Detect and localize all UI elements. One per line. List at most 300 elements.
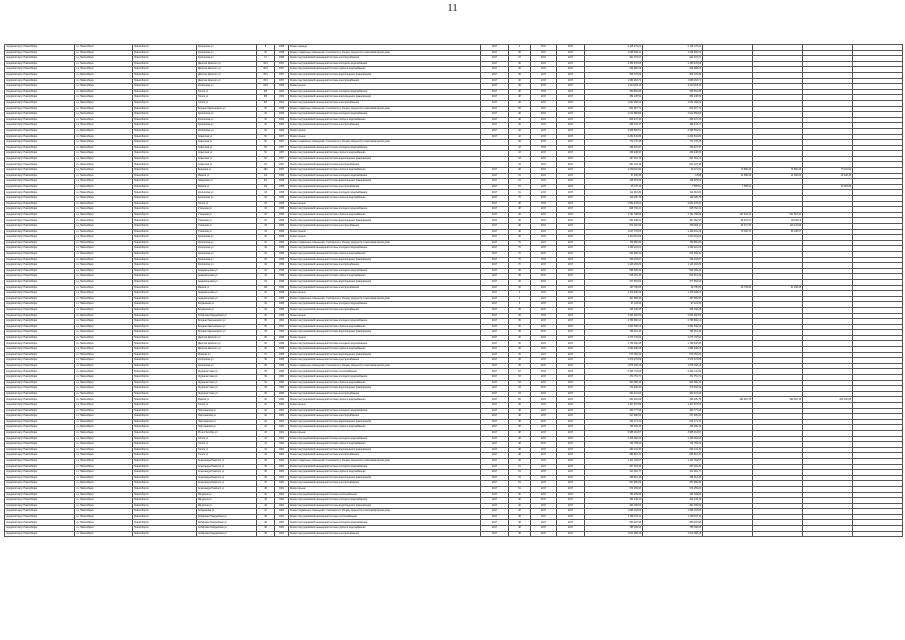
cell-street: Кропоткина ул xyxy=(197,56,257,62)
cell-street: Партизанская ул xyxy=(197,414,257,420)
cell-start-year: 2017 xyxy=(531,274,557,280)
cell-start-year: 2017 xyxy=(531,156,557,162)
cell-municipality: г.о. Новосибирск xyxy=(75,425,133,431)
cell-wear-percent: 70 xyxy=(509,240,531,246)
cell-plan-year: 2017 xyxy=(481,414,509,420)
cell-plan-year: 2017 xyxy=(481,425,509,431)
cell-district: городской округ Новосибирск xyxy=(5,257,75,263)
cell-house-number: 34 xyxy=(257,279,275,285)
cell-house-number: 35 xyxy=(257,319,275,325)
cell-district: городской округ Новосибирск xyxy=(5,296,75,302)
cell-city: Новосибирск г xyxy=(133,475,197,481)
cell-municipality: г.о. Новосибирск xyxy=(75,246,133,252)
cell-end-year: 2017 xyxy=(557,106,585,112)
cell-built-year: 1962 xyxy=(275,95,289,101)
cell-street: Академическая ул xyxy=(197,279,257,285)
cell-built-year: 1958 xyxy=(275,268,289,274)
cell-wear-percent: 43 xyxy=(509,162,531,168)
cell-total-cost: 1 523 002,53 xyxy=(585,313,643,319)
cell-end-year: 2017 xyxy=(557,453,585,459)
cell-plan-year: 2017 xyxy=(481,251,509,257)
cell-cost-fund: 97 123,06 xyxy=(643,302,703,308)
cell-municipality: г.о. Новосибирск xyxy=(75,218,133,224)
cell-work-type: Ремонт внутридомовой инженерной системы холодного водоснабжения xyxy=(289,190,481,196)
cell-cost-fund: 1 612 088,16 xyxy=(643,531,703,537)
cell-plan-year: 2017 xyxy=(481,268,509,274)
cell-cost-fund: 724 759,02 xyxy=(643,442,703,448)
cell-cost-fund: 2 145 175,22 xyxy=(643,45,703,51)
cell-plan-year: 2017 xyxy=(481,481,509,487)
cell-street: Кропоткина ул xyxy=(197,246,257,252)
cell-built-year: 1959 xyxy=(275,224,289,230)
cell-built-year: 1958 xyxy=(275,173,289,179)
cell-municipality: г.о. Новосибирск xyxy=(75,375,133,381)
cell-district: городской округ Новосибирск xyxy=(5,274,75,280)
cell-city: Новосибирск г xyxy=(133,363,197,369)
cell-street: Гоголя ул xyxy=(197,100,257,106)
cell-city: Новосибирск г xyxy=(133,358,197,364)
cell-municipality: г.о. Новосибирск xyxy=(75,430,133,436)
cell-city: Новосибирск г xyxy=(133,45,197,51)
cell-municipality: г.о. Новосибирск xyxy=(75,257,133,263)
cell-work-type: Ремонт внутридомовой инженерной системы водоотведения (канализации) xyxy=(289,95,481,101)
cell-start-year: 2017 xyxy=(531,190,557,196)
cell-house-number: 33 xyxy=(257,196,275,202)
cell-municipality: г.о. Новосибирск xyxy=(75,201,133,207)
cell-street: Дмитрия Донского ул xyxy=(197,347,257,353)
cell-plan-year: 2017 xyxy=(481,84,509,90)
cell-end-year: 2017 xyxy=(557,67,585,73)
cell-start-year: 2017 xyxy=(531,358,557,364)
cell-street: Дмитрия Донского ул xyxy=(197,61,257,67)
cell-city: Новосибирск г xyxy=(133,520,197,526)
cell-city: Новосибирск г xyxy=(133,430,197,436)
cell-municipality: г.о. Новосибирск xyxy=(75,492,133,498)
cell-cost-fund: 7 555,61 xyxy=(643,184,703,190)
cell-end-year: 2017 xyxy=(557,464,585,470)
cell-cost-budget-1: 192 615,78 xyxy=(703,397,753,403)
cell-street: Кропоткина ул xyxy=(197,190,257,196)
cell-street: Богдашкина ул xyxy=(197,307,257,313)
cell-work-type: Ремонт внутридомовой инженерной системы водоотведения (канализации) xyxy=(289,352,481,358)
cell-cost-fund: 368 683,11 xyxy=(643,224,703,230)
cell-work-type: Ремонт крыши xyxy=(289,229,481,235)
cell-total-cost: 57 238,38 xyxy=(585,173,643,179)
cell-end-year: 2017 xyxy=(557,246,585,252)
cell-street: Кропоткина ул xyxy=(197,251,257,257)
cell-municipality: г.о. Новосибирск xyxy=(75,380,133,386)
cell-cost-fund: 128 979,02 xyxy=(643,179,703,185)
cell-street: Кропоткина ул xyxy=(197,128,257,134)
cell-plan-year: 2017 xyxy=(481,89,509,95)
cell-plan-year: 2017 xyxy=(481,61,509,67)
cell-municipality: г.о. Новосибирск xyxy=(75,112,133,118)
cell-wear-percent: 45 xyxy=(509,358,531,364)
cell-street: Дмитрия Донского ул xyxy=(197,335,257,341)
cell-total-cost: 1 061 268,42 xyxy=(585,100,643,106)
cell-city: Новосибирск г xyxy=(133,56,197,62)
cell-end-year: 2017 xyxy=(557,235,585,241)
cell-end-year: 2017 xyxy=(557,56,585,62)
cell-work-type: Ремонт внутридомовой инженерной системы холодного водоснабжения xyxy=(289,268,481,274)
cell-district: городской округ Новосибирск xyxy=(5,481,75,487)
cell-cost-fund: 553 187,68 xyxy=(643,520,703,526)
cell-built-year: 1958 xyxy=(275,352,289,358)
cell-district: городской округ Новосибирск xyxy=(5,520,75,526)
cell-city: Новосибирск г xyxy=(133,447,197,453)
cell-wear-percent: 48 xyxy=(509,531,531,537)
cell-end-year: 2017 xyxy=(557,128,585,134)
cell-street: Советская ул xyxy=(197,151,257,157)
cell-built-year: 1961 xyxy=(275,442,289,448)
cell-district: городской округ Новосибирск xyxy=(5,380,75,386)
cell-work-type: Ремонт внутридомовой инженерной системы холодного водоснабжения xyxy=(289,89,481,95)
cell-plan-year: 2017 xyxy=(481,212,509,218)
cell-cost-budget-1: 26 735,60 xyxy=(703,285,753,291)
cell-plan-year: 2017 xyxy=(481,56,509,62)
cell-wear-percent: 48 xyxy=(509,419,531,425)
cell-wear-percent: 6 xyxy=(509,302,531,308)
cell-start-year: 2017 xyxy=(531,403,557,409)
cell-city: Новосибирск г xyxy=(133,246,197,252)
cell-plan-year: 2017 xyxy=(481,335,509,341)
cell-work-type: Ремонт подвальных помещений, относящихся к общему имуществу в многоквартирном доме xyxy=(289,458,481,464)
cell-street: Мичурина ул xyxy=(197,498,257,504)
cell-city: Новосибирск г xyxy=(133,375,197,381)
cell-plan-year: 2017 xyxy=(481,274,509,280)
cell-start-year: 2017 xyxy=(531,173,557,179)
cell-total-cost: 1 168 153,11 xyxy=(585,514,643,520)
cell-city: Новосибирск г xyxy=(133,285,197,291)
cell-house-number: 45 xyxy=(257,458,275,464)
cell-plan-year: 2017 xyxy=(481,341,509,347)
cell-plan-year: 2017 xyxy=(481,112,509,118)
cell-street: Богдана Хмельницкого ул xyxy=(197,330,257,336)
cell-house-number: 1/6 xyxy=(257,173,275,179)
cell-work-type: Ремонт внутридомовой инженерной системы теплоснабжения xyxy=(289,514,481,520)
cell-built-year: 1960 xyxy=(275,369,289,375)
cell-built-year: 1958 xyxy=(275,201,289,207)
cell-cost-fund: 211 691,77 xyxy=(643,470,703,476)
cell-end-year: 2017 xyxy=(557,481,585,487)
cell-street: Богдана Хмельницкого ул xyxy=(197,319,257,325)
cell-house-number: 32 xyxy=(257,112,275,118)
cell-built-year: 1961 xyxy=(275,425,289,431)
cell-street: Бердская ул xyxy=(197,168,257,174)
cell-street: Журналистская ул xyxy=(197,369,257,375)
cell-street: Партизанская ул xyxy=(197,408,257,414)
cell-district: городской округ Новосибирск xyxy=(5,84,75,90)
cell-total-cost: 471 751,71 xyxy=(585,375,643,381)
cell-municipality: г.о. Новосибирск xyxy=(75,386,133,392)
cell-total-cost: 2 262 841,86 xyxy=(585,134,643,140)
cell-city: Новосибирск г xyxy=(133,403,197,409)
cell-house-number: 42 xyxy=(257,425,275,431)
cell-start-year: 2017 xyxy=(531,224,557,230)
cell-city: Новосибирск г xyxy=(133,145,197,151)
cell-district: городской округ Новосибирск xyxy=(5,89,75,95)
cell-district: городской округ Новосибирск xyxy=(5,335,75,341)
cell-work-type: Ремонт внутридомовой инженерной системы водоотведения (канализации) xyxy=(289,72,481,78)
cell-cost-fund: 1 061 268,42 xyxy=(643,100,703,106)
cell-district: городской округ Новосибирск xyxy=(5,363,75,369)
cell-built-year: 1962 xyxy=(275,117,289,123)
cell-municipality: г.о. Новосибирск xyxy=(75,151,133,157)
cell-wear-percent: 48 xyxy=(509,430,531,436)
cell-plan-year: 2017 xyxy=(481,296,509,302)
cell-work-type: Ремонт внутридомовой инженерной системы водоотведения (канализации) xyxy=(289,475,481,481)
cell-cost-fund: 1 612 856,86 xyxy=(643,112,703,118)
cell-district: городской округ Новосибирск xyxy=(5,229,75,235)
cell-city: Новосибирск г xyxy=(133,168,197,174)
cell-cost-fund: 1 168 153,11 xyxy=(643,514,703,520)
cell-start-year: 2017 xyxy=(531,45,557,51)
cell-municipality: г.о. Новосибирск xyxy=(75,134,133,140)
cell-work-type: Ремонт внутридомовой инженерной системы холодного водоснабжения xyxy=(289,319,481,325)
cell-plan-year: 2017 xyxy=(481,229,509,235)
cell-wear-percent: 48 xyxy=(509,403,531,409)
cell-built-year: 1961 xyxy=(275,464,289,470)
cell-wear-percent: 70 xyxy=(509,257,531,263)
cell-house-number: 47 xyxy=(257,509,275,515)
cell-start-year: 2017 xyxy=(531,442,557,448)
cell-house-number: 32 xyxy=(257,240,275,246)
cell-house-number: 42 xyxy=(257,419,275,425)
cell-total-cost: 269 448,93 xyxy=(585,151,643,157)
cell-cost-fund: 336 233,87 xyxy=(643,257,703,263)
cell-work-type: Ремонт внутридомовой инженерной системы горячего водоснабжения xyxy=(289,168,481,174)
cell-built-year: 1959 xyxy=(275,257,289,263)
cell-wear-percent: 61 xyxy=(509,179,531,185)
cell-wear-percent: 48 xyxy=(509,229,531,235)
cell-plan-year: 2017 xyxy=(481,324,509,330)
cell-cost-fund: 1 866 408,28 xyxy=(643,347,703,353)
cell-municipality: г.о. Новосибирск xyxy=(75,453,133,459)
cell-district: городской округ Новосибирск xyxy=(5,531,75,537)
cell-district: городской округ Новосибирск xyxy=(5,425,75,431)
cell-total-cost: 211 691,77 xyxy=(585,470,643,476)
cell-plan-year: 2017 xyxy=(481,369,509,375)
cell-work-type: Ремонт внутридомовой инженерной системы холодного водоснабжения xyxy=(289,112,481,118)
cell-plan-year: 2017 xyxy=(481,257,509,263)
cell-municipality: г.о. Новосибирск xyxy=(75,464,133,470)
cell-wear-percent: 48 xyxy=(509,520,531,526)
cell-end-year: 2017 xyxy=(557,240,585,246)
cell-municipality: г.о. Новосибирск xyxy=(75,268,133,274)
cell-work-type: Ремонт внутридомовой инженерной системы электроснабжения xyxy=(289,162,481,168)
cell-plan-year: 2017 xyxy=(481,419,509,425)
cell-work-type: Ремонт внутридомовой инженерной системы водоотведения (канализации) xyxy=(289,218,481,224)
cell-city: Новосибирск г xyxy=(133,268,197,274)
cell-plan-year: 2017 xyxy=(481,330,509,336)
cell-built-year: 1958 xyxy=(275,335,289,341)
cell-work-type: Ремонт внутридомовой инженерной системы горячего водоснабжения xyxy=(289,251,481,257)
cell-end-year: 2017 xyxy=(557,274,585,280)
cell-start-year: 2017 xyxy=(531,453,557,459)
cell-total-cost: 963 080,46 xyxy=(585,380,643,386)
cell-built-year: 1961 xyxy=(275,531,289,537)
cell-plan-year: 2017 xyxy=(481,498,509,504)
cell-city: Новосибирск г xyxy=(133,100,197,106)
cell-built-year: 1961 xyxy=(275,526,289,532)
cell-city: Новосибирск г xyxy=(133,296,197,302)
cell-end-year: 2017 xyxy=(557,347,585,353)
cell-district: городской округ Новосибирск xyxy=(5,285,75,291)
cell-plan-year: 2017 xyxy=(481,447,509,453)
cell-municipality: г.о. Новосибирск xyxy=(75,307,133,313)
cell-city: Новосибирск г xyxy=(133,134,197,140)
cell-plan-year: 2017 xyxy=(481,319,509,325)
cell-plan-year: 2017 xyxy=(481,168,509,174)
cell-house-number: 32 xyxy=(257,235,275,241)
cell-total-cost: 469 972,97 xyxy=(585,145,643,151)
cell-end-year: 2017 xyxy=(557,100,585,106)
cell-plan-year: 2017 xyxy=(481,492,509,498)
cell-street: Гоголя ул xyxy=(197,89,257,95)
cell-district: городской округ Новосибирск xyxy=(5,509,75,515)
cell-house-number: 34 xyxy=(257,313,275,319)
cell-start-year: 2017 xyxy=(531,330,557,336)
cell-cost-fund: 963 080,46 xyxy=(643,380,703,386)
cell-wear-percent: 48 xyxy=(509,458,531,464)
cell-house-number: 45 xyxy=(257,475,275,481)
cell-start-year: 2017 xyxy=(531,425,557,431)
cell-cost-fund: 1 228 062,63 xyxy=(643,436,703,442)
cell-plan-year: 2017 xyxy=(481,78,509,84)
cell-house-number: 32 xyxy=(257,251,275,257)
cell-district: городской округ Новосибирск xyxy=(5,464,75,470)
cell-cost-budget-2: 202 597,51 xyxy=(753,212,803,218)
cell-house-number: 34 xyxy=(257,268,275,274)
cell-city: Новосибирск г xyxy=(133,151,197,157)
cell-city: Новосибирск г xyxy=(133,190,197,196)
cell-plan-year: 2017 xyxy=(481,442,509,448)
cell-total-cost: 3 985 161,57 xyxy=(585,430,643,436)
cell-house-number: 45 xyxy=(257,470,275,476)
cell-start-year: 2017 xyxy=(531,257,557,263)
cell-built-year: 1957 xyxy=(275,140,289,146)
cell-house-number: 35/1 xyxy=(257,61,275,67)
cell-house-number: 36 xyxy=(257,341,275,347)
cell-work-type: Ремонт внутридомовой инженерной системы горячего водоснабжения xyxy=(289,442,481,448)
cell-municipality: г.о. Новосибирск xyxy=(75,84,133,90)
cell-total-cost: 1 228 062,63 xyxy=(585,436,643,442)
cell-start-year: 2017 xyxy=(531,84,557,90)
cell-city: Новосибирск г xyxy=(133,162,197,168)
cell-municipality: г.о. Новосибирск xyxy=(75,347,133,353)
cell-street: Гоголя ул xyxy=(197,201,257,207)
cell-end-year: 2017 xyxy=(557,207,585,213)
cell-end-year: 2017 xyxy=(557,430,585,436)
cell-cost-fund: 1 523 002,53 xyxy=(643,313,703,319)
cell-plan-year: 2017 xyxy=(481,279,509,285)
cell-municipality: г.о. Новосибирск xyxy=(75,145,133,151)
cell-city: Новосибирск г xyxy=(133,503,197,509)
cell-end-year: 2017 xyxy=(557,112,585,118)
cell-start-year: 2017 xyxy=(531,386,557,392)
cell-district: городской округ Новосибирск xyxy=(5,291,75,297)
cell-cost-fund: 2 968 584,51 xyxy=(643,128,703,134)
cell-cost-fund: 224 171,61 xyxy=(643,419,703,425)
cell-city: Новосибирск г xyxy=(133,313,197,319)
cell-total-cost: 1 875 192,16 xyxy=(585,363,643,369)
cell-city: Новосибирск г xyxy=(133,425,197,431)
cell-cost-fund: 1 781 788,65 xyxy=(643,212,703,218)
cell-start-year: 2017 xyxy=(531,263,557,269)
cell-plan-year: 2017 xyxy=(481,134,509,140)
cell-street: Александра Невского ул xyxy=(197,475,257,481)
cell-start-year: 2017 xyxy=(531,235,557,241)
cell-plan-year: 2017 xyxy=(481,375,509,381)
cell-house-number: 37 xyxy=(257,352,275,358)
cell-city: Новосибирск г xyxy=(133,207,197,213)
cell-wear-percent: 53 xyxy=(509,391,531,397)
cell-house-number: 44 xyxy=(257,436,275,442)
cell-total-cost: 624 966,91 xyxy=(585,251,643,257)
cell-cost-fund: 1 141 702,57 xyxy=(643,458,703,464)
cell-district: городской округ Новосибирск xyxy=(5,391,75,397)
cell-district: городской округ Новосибирск xyxy=(5,375,75,381)
cell-plan-year: 2017 xyxy=(481,386,509,392)
cell-house-number: 52 xyxy=(257,140,275,146)
cell-municipality: г.о. Новосибирск xyxy=(75,313,133,319)
cell-municipality: г.о. Новосибирск xyxy=(75,397,133,403)
cell-work-type: Ремонт внутридомовой инженерной системы водоотведения (канализации) xyxy=(289,386,481,392)
cell-total-cost: 2 968 584,51 xyxy=(585,128,643,134)
cell-cost-fund: 1 068 459,41 xyxy=(643,50,703,56)
cell-district: городской округ Новосибирск xyxy=(5,50,75,56)
cell-district: городской округ Новосибирск xyxy=(5,341,75,347)
cell-district: городской округ Новосибирск xyxy=(5,358,75,364)
cell-wear-percent: 38 xyxy=(509,168,531,174)
cell-total-cost: 4 652 478,64 xyxy=(585,201,643,207)
cell-total-cost: 815 251,26 xyxy=(585,274,643,280)
cell-street: Дмитрия Донского ул xyxy=(197,72,257,78)
cell-cost-fund: 168 495,75 xyxy=(643,397,703,403)
cell-work-type: Ремонт внутридомовой инженерной системы электроснабжения xyxy=(289,123,481,129)
cell-city: Новосибирск г xyxy=(133,369,197,375)
cell-municipality: г.о. Новосибирск xyxy=(75,224,133,230)
cell-house-number: 35/1 xyxy=(257,67,275,73)
cell-house-number: 33 xyxy=(257,246,275,252)
cell-street: Гоголя ул xyxy=(197,436,257,442)
cell-total-cost: 573 352,02 xyxy=(585,352,643,358)
cell-total-cost: 491 155,06 xyxy=(585,503,643,509)
cell-plan-year: 2017 xyxy=(481,464,509,470)
cell-built-year: 1958 xyxy=(275,341,289,347)
cell-cost-fund: 886 810,31 xyxy=(643,453,703,459)
cell-end-year: 2017 xyxy=(557,156,585,162)
cell-cost-fund: 471 751,71 xyxy=(643,375,703,381)
cell-cost-fund: 1 378 408,24 xyxy=(643,291,703,297)
cell-cost-fund: 63 371,82 xyxy=(643,168,703,174)
cell-district: городской округ Новосибирск xyxy=(5,190,75,196)
cell-start-year: 2017 xyxy=(531,397,557,403)
cell-cost-fund: 625 762,21 xyxy=(643,207,703,213)
cell-city: Новосибирск г xyxy=(133,50,197,56)
cell-municipality: г.о. Новосибирск xyxy=(75,184,133,190)
cell-house-number: 9/6 xyxy=(257,89,275,95)
cell-start-year: 2017 xyxy=(531,134,557,140)
cell-work-type: Ремонт внутридомовой инженерной системы водоотведения (канализации) xyxy=(289,279,481,285)
cell-start-year: 2017 xyxy=(531,324,557,330)
cell-work-type: Ремонт внутридомовой инженерной системы горячего водоснабжения xyxy=(289,196,481,202)
cell-end-year: 2017 xyxy=(557,447,585,453)
cell-built-year: 1961 xyxy=(275,481,289,487)
cell-plan-year: 2017 xyxy=(481,503,509,509)
cell-total-cost: 2 426 741,06 xyxy=(585,369,643,375)
cell-end-year: 2017 xyxy=(557,229,585,235)
